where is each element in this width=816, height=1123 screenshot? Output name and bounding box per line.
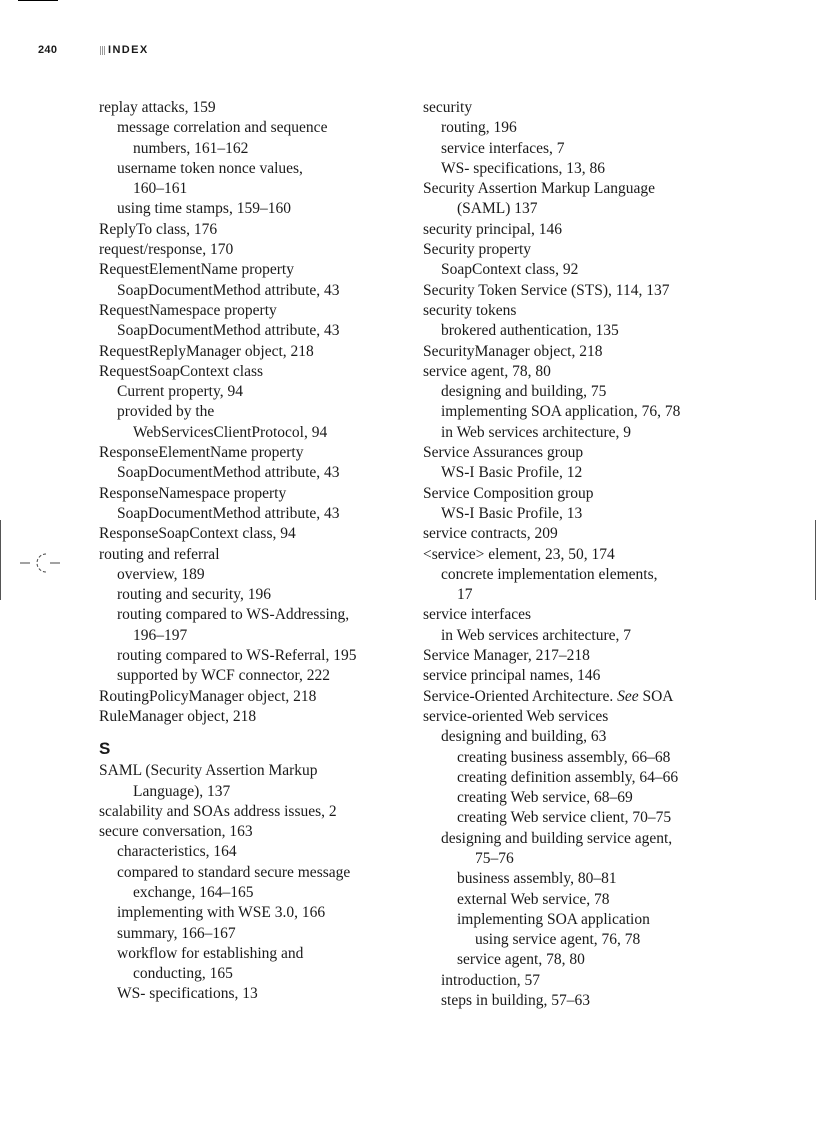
index-entry xyxy=(99,443,419,463)
index-entry xyxy=(99,605,419,646)
index-entry-text xyxy=(423,260,793,280)
index-entry-text xyxy=(423,869,793,889)
entry-label: designing and building service agent, xyxy=(441,829,673,847)
index-entry-continuation xyxy=(99,423,419,443)
entry-label: Service-Oriented Architecture. xyxy=(423,687,614,705)
index-entry-text xyxy=(99,944,419,964)
index-entry-text xyxy=(99,924,419,944)
entry-label: (SAML) 137 xyxy=(457,200,538,218)
entry-label: 75–76 xyxy=(475,849,514,867)
entry-label: numbers, 161–162 xyxy=(133,139,249,157)
index-entry-text xyxy=(99,484,419,504)
entry-label: designing and building, 63 xyxy=(441,728,607,746)
index-entry-text xyxy=(423,139,793,159)
index-entry-continuation xyxy=(99,179,419,199)
entry-label: steps in building, 57–63 xyxy=(441,992,590,1010)
index-entry-text xyxy=(423,484,793,504)
index-entry xyxy=(99,382,419,402)
index-entry-text xyxy=(99,605,419,625)
entry-label: characteristics, 164 xyxy=(117,843,237,861)
index-entry xyxy=(99,565,419,585)
entry-label: introduction, 57 xyxy=(441,971,541,989)
index-entry-continuation xyxy=(423,930,793,950)
index-entry-text xyxy=(423,423,793,443)
index-entry xyxy=(99,802,419,822)
entry-label: ResponseSoapContext class, 94 xyxy=(99,525,296,543)
index-entry-text xyxy=(423,98,793,118)
index-entry xyxy=(423,869,793,889)
index-entry-continuation xyxy=(99,626,419,646)
index-entry-continuation xyxy=(99,139,419,159)
index-entry xyxy=(423,890,793,910)
entry-label: external Web service, 78 xyxy=(457,890,610,908)
entry-label: SoapDocumentMethod attribute, 43 xyxy=(117,504,340,522)
index-entry xyxy=(423,950,793,970)
index-entry-text xyxy=(423,443,793,463)
index-entry xyxy=(423,402,793,422)
entry-label: RuleManager object, 218 xyxy=(99,707,257,725)
index-entry xyxy=(423,748,793,768)
entry-label: SecurityManager object, 218 xyxy=(423,342,603,360)
index-entry-text xyxy=(423,707,793,727)
index-entry-text xyxy=(423,626,793,646)
index-entry xyxy=(423,666,793,686)
index-entry xyxy=(99,761,419,802)
entry-label: service-oriented Web services xyxy=(423,707,609,725)
entry-label: 160–161 xyxy=(133,180,188,198)
entry-label: Security property xyxy=(423,241,532,259)
index-entry xyxy=(99,646,419,666)
entry-label: username token nonce values, xyxy=(117,159,303,177)
index-entry-text xyxy=(423,301,793,321)
index-entry xyxy=(423,971,793,991)
entry-label: Service Assurances group xyxy=(423,444,584,462)
index-entry-text xyxy=(99,585,419,605)
entry-label: creating Web service, 68–69 xyxy=(457,789,633,807)
index-entry xyxy=(99,944,419,985)
entry-label: SoapContext class, 92 xyxy=(441,261,579,279)
index-entry xyxy=(423,484,793,504)
index-entry-text xyxy=(99,281,419,301)
entry-label: security xyxy=(423,99,473,116)
index-entry xyxy=(99,240,419,260)
index-entry-continuation xyxy=(423,199,793,219)
index-entry-text xyxy=(99,301,419,321)
index-entry-text xyxy=(423,321,793,341)
index-entry-text xyxy=(423,179,793,199)
index-entry-text xyxy=(423,545,793,565)
index-entry xyxy=(99,463,419,483)
entry-label: Security Token Service (STS), 114, 137 xyxy=(423,281,670,299)
index-entry-text xyxy=(99,903,419,923)
index-entry-text xyxy=(423,565,793,585)
index-entry xyxy=(99,585,419,605)
entry-label: RequestSoapContext class xyxy=(99,362,264,380)
entry-label: implementing SOA application xyxy=(457,910,650,928)
entry-label: Security Assertion Markup Language xyxy=(423,180,656,198)
index-column-left xyxy=(99,98,419,1005)
index-entry xyxy=(423,605,793,625)
index-entry xyxy=(99,220,419,240)
entry-label: RoutingPolicyManager object, 218 xyxy=(99,687,317,705)
index-entry-text xyxy=(99,666,419,686)
index-entry xyxy=(99,301,419,321)
index-entry xyxy=(99,260,419,280)
index-entry xyxy=(99,903,419,923)
section-letter: S xyxy=(99,739,111,759)
entry-label: RequestReplyManager object, 218 xyxy=(99,342,314,360)
index-entry xyxy=(423,545,793,565)
index-entry-text xyxy=(99,98,419,118)
index-entry xyxy=(99,159,419,200)
index-entry xyxy=(99,984,419,1004)
entry-label: replay attacks, 159 xyxy=(99,99,216,116)
entry-label: WS- specifications, 13 xyxy=(117,985,258,1003)
index-entry-text xyxy=(423,829,793,849)
entry-label: implementing with WSE 3.0, 166 xyxy=(117,904,326,922)
index-entry xyxy=(423,281,793,301)
entry-label: supported by WCF connector, 222 xyxy=(117,667,331,685)
index-entry xyxy=(423,159,793,179)
index-entry xyxy=(423,382,793,402)
index-entry xyxy=(423,443,793,463)
index-entry-continuation xyxy=(99,782,419,802)
index-entry xyxy=(423,646,793,666)
crop-mark-left xyxy=(0,520,1,600)
entry-label: provided by the xyxy=(117,403,215,421)
index-entry-text xyxy=(423,605,793,625)
index-entry xyxy=(423,139,793,159)
entry-label: WS-I Basic Profile, 13 xyxy=(441,504,583,522)
see-target: SOA xyxy=(642,687,674,705)
entry-label: service agent, 78, 80 xyxy=(423,362,551,380)
entry-label: request/response, 170 xyxy=(99,241,234,259)
index-entry xyxy=(423,179,793,220)
index-entry-text xyxy=(423,971,793,991)
index-entry xyxy=(423,321,793,341)
index-entry xyxy=(99,362,419,382)
index-entry xyxy=(99,842,419,862)
index-entry-text xyxy=(423,788,793,808)
index-entry-continuation xyxy=(423,585,793,605)
entry-label: creating Web service client, 70–75 xyxy=(457,809,672,827)
entry-label: scalability and SOAs address issues, 2 xyxy=(99,802,337,820)
entry-label: RequestNamespace property xyxy=(99,301,277,319)
index-entry-text xyxy=(423,768,793,788)
entry-label: routing compared to WS-Referral, 195 xyxy=(117,647,357,665)
entry-label: routing compared to WS-Addressing, xyxy=(117,606,350,624)
index-entry xyxy=(423,423,793,443)
entry-label: WS-I Basic Profile, 12 xyxy=(441,464,583,482)
index-entry-text xyxy=(99,443,419,463)
index-entry-text xyxy=(99,342,419,362)
index-entry xyxy=(423,727,793,747)
entry-label: SoapDocumentMethod attribute, 43 xyxy=(117,281,340,299)
entry-label: WS- specifications, 13, 86 xyxy=(441,159,606,177)
index-entry xyxy=(423,788,793,808)
entry-label: Service Composition group xyxy=(423,484,594,502)
running-header xyxy=(100,44,149,56)
index-entry-text xyxy=(423,950,793,970)
entry-label: in Web services architecture, 9 xyxy=(441,423,631,441)
index-entry xyxy=(423,98,793,118)
entry-label: ReplyTo class, 176 xyxy=(99,220,218,238)
entry-label: service principal names, 146 xyxy=(423,667,601,685)
section-title: INDEX xyxy=(108,44,149,56)
entry-label: business assembly, 80–81 xyxy=(457,870,617,888)
index-entry-text xyxy=(423,727,793,747)
entry-label: <service> element, 23, 50, 174 xyxy=(423,545,615,563)
index-entry xyxy=(423,301,793,321)
entry-label: conducting, 165 xyxy=(133,965,233,983)
entry-label: Language), 137 xyxy=(133,782,231,800)
entry-label: Current property, 94 xyxy=(117,383,243,401)
index-entry-text xyxy=(99,984,419,1004)
entry-label: creating business assembly, 66–68 xyxy=(457,748,671,766)
index-entry xyxy=(99,281,419,301)
entry-label: using time stamps, 159–160 xyxy=(117,200,291,218)
index-entry xyxy=(99,687,419,707)
index-entry-text xyxy=(423,362,793,382)
index-entry-text xyxy=(423,808,793,828)
entry-label: service interfaces, 7 xyxy=(441,139,565,157)
index-entry-text xyxy=(99,761,419,781)
index-entry-text xyxy=(99,402,419,422)
index-entry xyxy=(423,524,793,544)
see-reference: See xyxy=(617,687,639,705)
index-entry-text xyxy=(99,504,419,524)
entry-label: using service agent, 76, 78 xyxy=(475,931,641,949)
index-entry xyxy=(423,463,793,483)
index-entry xyxy=(99,822,419,842)
index-entry-text xyxy=(99,822,419,842)
index-entry-text xyxy=(99,802,419,822)
index-entry xyxy=(423,342,793,362)
index-entry xyxy=(99,321,419,341)
index-entry-text xyxy=(423,646,793,666)
index-entry-continuation xyxy=(99,964,419,984)
top-rule xyxy=(18,0,58,1)
index-entry-text xyxy=(99,565,419,585)
index-entry xyxy=(423,565,793,606)
entry-label: creating definition assembly, 64–66 xyxy=(457,768,679,786)
index-entry-text xyxy=(99,842,419,862)
index-entry-text xyxy=(423,890,793,910)
entry-label: security tokens xyxy=(423,301,517,319)
index-entry xyxy=(99,342,419,362)
index-entry xyxy=(99,707,419,727)
index-entry-text xyxy=(99,463,419,483)
index-entry xyxy=(99,504,419,524)
entry-label: service agent, 78, 80 xyxy=(457,951,585,969)
index-entry-text xyxy=(423,342,793,362)
entry-label: designing and building, 75 xyxy=(441,383,607,401)
index-entry-text xyxy=(99,362,419,382)
index-entry xyxy=(423,687,793,707)
index-entry xyxy=(99,484,419,504)
index-entry-text xyxy=(99,260,419,280)
entry-label: exchange, 164–165 xyxy=(133,883,254,901)
entry-label: SoapDocumentMethod attribute, 43 xyxy=(117,322,340,340)
entry-label: brokered authentication, 135 xyxy=(441,322,619,340)
index-entry xyxy=(423,118,793,138)
index-entry xyxy=(423,362,793,382)
index-entry-text xyxy=(423,463,793,483)
index-entry xyxy=(423,260,793,280)
index-entry xyxy=(423,910,793,951)
index-entry xyxy=(99,118,419,159)
entry-label: SoapDocumentMethod attribute, 43 xyxy=(117,464,340,482)
index-entry-continuation xyxy=(423,849,793,869)
index-entry-continuation xyxy=(99,883,419,903)
entry-label: RequestElementName property xyxy=(99,261,294,279)
index-entry xyxy=(423,829,793,870)
index-entry-text xyxy=(423,991,793,1011)
index-column-right xyxy=(423,98,793,1011)
entry-label: security principal, 146 xyxy=(423,220,563,238)
index-entry xyxy=(99,924,419,944)
entry-label: routing and security, 196 xyxy=(117,586,271,604)
entry-label: concrete implementation elements, xyxy=(441,565,658,583)
entry-label: Service Manager, 217–218 xyxy=(423,647,590,665)
index-entry xyxy=(423,240,793,260)
index-entry xyxy=(99,863,419,904)
index-entry-text xyxy=(423,402,793,422)
entry-label: ResponseElementName property xyxy=(99,444,304,462)
index-entry xyxy=(423,707,793,727)
index-entry-text xyxy=(99,382,419,402)
entry-label: 17 xyxy=(457,586,473,604)
index-entry-text xyxy=(99,159,419,179)
index-entry xyxy=(423,808,793,828)
index-entry xyxy=(423,768,793,788)
index-entry-text xyxy=(99,240,419,260)
entry-label: routing, 196 xyxy=(441,119,517,137)
index-entry-text xyxy=(99,646,419,666)
entry-label: secure conversation, 163 xyxy=(99,823,253,841)
index-entry xyxy=(99,98,419,118)
index-entry-text xyxy=(99,687,419,707)
index-entry-text xyxy=(99,321,419,341)
index-entry-text xyxy=(99,545,419,565)
entry-label: implementing SOA application, 76, 78 xyxy=(441,403,681,421)
index-entry xyxy=(423,991,793,1011)
entry-label: service contracts, 209 xyxy=(423,525,558,543)
index-entry-text xyxy=(423,159,793,179)
index-entry xyxy=(99,199,419,219)
entry-label: overview, 189 xyxy=(117,565,205,583)
index-entry-text xyxy=(423,666,793,686)
entry-label: ResponseNamespace property xyxy=(99,484,287,502)
index-entry-text xyxy=(423,524,793,544)
entry-label: 196–197 xyxy=(133,626,188,644)
header-marker-icon xyxy=(100,46,106,55)
entry-label: message correlation and sequence xyxy=(117,119,328,137)
index-entry-text xyxy=(423,281,793,301)
index-entry-text xyxy=(423,220,793,240)
index-entry-text xyxy=(423,687,793,707)
entry-label: routing and referral xyxy=(99,545,220,563)
index-entry xyxy=(99,524,419,544)
index-entry xyxy=(99,545,419,565)
entry-label: WebServicesClientProtocol, 94 xyxy=(133,423,328,441)
index-entry xyxy=(99,402,419,443)
index-entry-text xyxy=(423,910,793,930)
entry-label: compared to standard secure message xyxy=(117,863,351,881)
index-entry-text xyxy=(99,220,419,240)
page-number: 240 xyxy=(38,44,58,56)
entry-label: summary, 166–167 xyxy=(117,924,236,942)
index-entry-text xyxy=(423,748,793,768)
index-entry-text xyxy=(423,118,793,138)
index-entry xyxy=(99,666,419,686)
index-entry-text xyxy=(423,504,793,524)
index-entry xyxy=(423,504,793,524)
index-entry-text xyxy=(99,524,419,544)
index-entry-text xyxy=(99,118,419,138)
index-entry-text xyxy=(99,199,419,219)
index-entry xyxy=(423,626,793,646)
entry-label: in Web services architecture, 7 xyxy=(441,626,631,644)
entry-label: SAML (Security Assertion Markup xyxy=(99,762,318,780)
index-entry xyxy=(423,220,793,240)
index-entry-text xyxy=(423,382,793,402)
index-entry-text xyxy=(423,240,793,260)
index-entry-text xyxy=(99,863,419,883)
index-entry-text xyxy=(99,707,419,727)
entry-label: service interfaces xyxy=(423,606,532,624)
registration-mark-icon xyxy=(20,550,60,576)
entry-label: workflow for establishing and xyxy=(117,944,304,962)
